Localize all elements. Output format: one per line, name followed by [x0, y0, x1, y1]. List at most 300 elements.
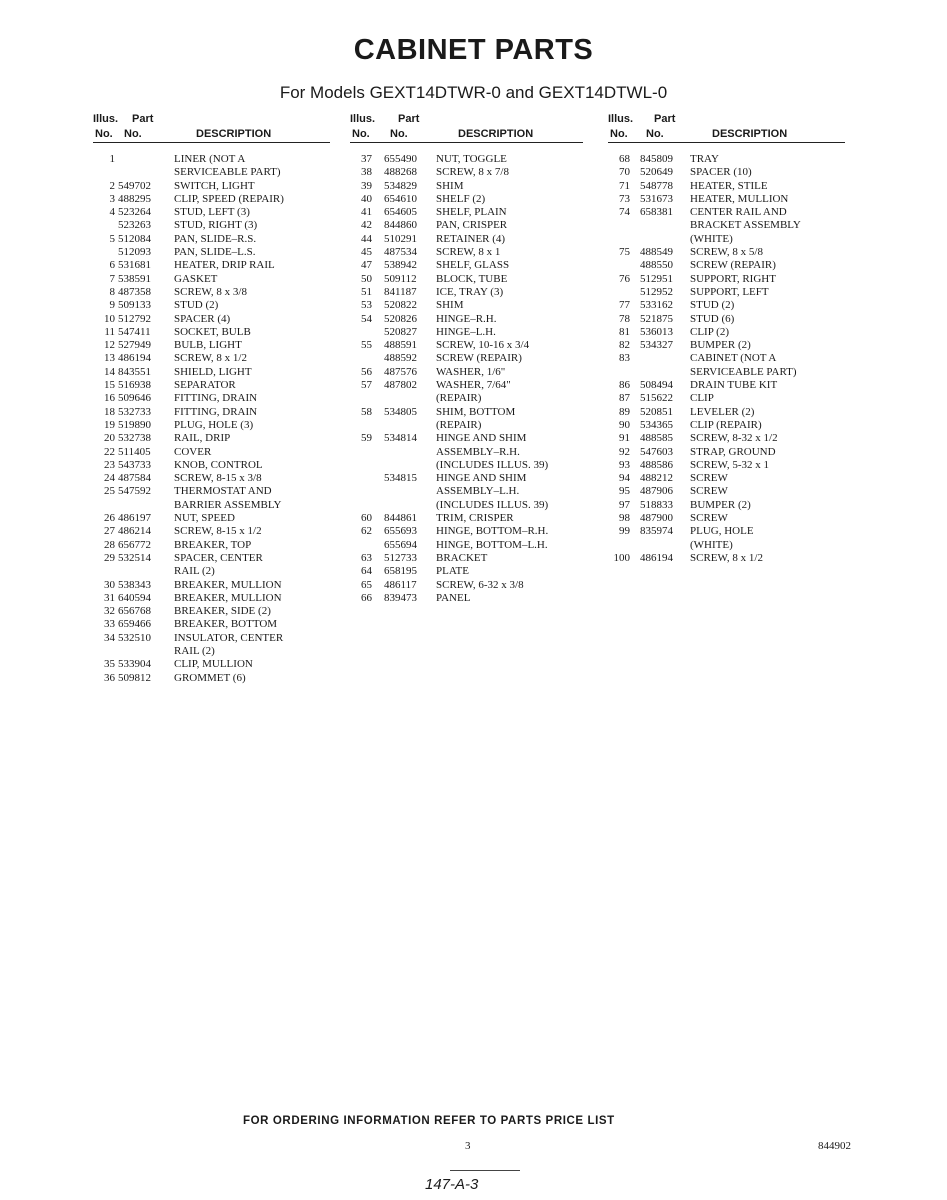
illus-number: 60 — [361, 512, 372, 525]
parts-list-row — [608, 392, 845, 405]
part-number: 548778 — [640, 179, 673, 192]
illus-number: 73 — [619, 192, 630, 205]
parts-list-row — [350, 366, 583, 379]
part-description: PAN, SLIDE–R.S. — [174, 232, 257, 245]
part-description: SEPARATOR — [174, 379, 236, 392]
part-number: 656768 — [118, 605, 151, 618]
illus-number: 75 — [619, 246, 630, 259]
part-number: 534327 — [640, 339, 673, 352]
part-description: BARRIER ASSEMBLY — [174, 498, 282, 511]
part-description: CLIP — [690, 392, 714, 405]
parts-list-row — [350, 259, 583, 272]
header-part: Part — [132, 113, 154, 125]
part-description: HINGE, BOTTOM–L.H. — [436, 538, 548, 551]
part-description: HINGE AND SHIM — [436, 472, 527, 485]
illus-number: 86 — [619, 379, 630, 392]
part-description: RAIL (2) — [174, 644, 215, 657]
parts-list-row — [350, 565, 583, 578]
header-description: DESCRIPTION — [196, 128, 272, 140]
part-number: 533162 — [640, 299, 673, 312]
part-description: RETAINER (4) — [436, 232, 506, 245]
parts-list-row — [350, 153, 583, 166]
illus-number: 55 — [361, 339, 372, 352]
illus-number: 34 — [104, 631, 115, 644]
part-number: 509646 — [118, 392, 151, 405]
parts-list-row — [93, 313, 330, 326]
parts-list-row — [93, 459, 330, 472]
header-illus: Illus. — [608, 113, 634, 125]
part-description: NUT, TOGGLE — [436, 153, 507, 165]
header-part: Part — [654, 113, 676, 125]
illus-number: 44 — [361, 232, 372, 245]
part-description: TRIM, CRISPER — [436, 512, 514, 525]
header-illus-no: No. — [610, 128, 628, 140]
parts-list-row — [350, 326, 583, 339]
part-number: 534805 — [384, 405, 417, 418]
parts-list-row — [93, 233, 330, 246]
part-number: 509112 — [384, 272, 417, 285]
part-description: FITTING, DRAIN — [174, 405, 258, 418]
illus-number: 9 — [109, 299, 115, 312]
parts-list-row — [608, 180, 845, 193]
part-number: 508494 — [640, 379, 673, 392]
illus-number: 98 — [619, 512, 630, 525]
parts-list-row — [93, 525, 330, 538]
parts-list-row — [608, 286, 845, 299]
illus-number: 89 — [619, 405, 630, 418]
illus-number: 74 — [619, 206, 630, 219]
parts-list-row — [608, 525, 845, 538]
parts-list-row — [93, 366, 330, 379]
part-description: (REPAIR) — [436, 418, 482, 431]
part-number: 486117 — [384, 578, 417, 591]
illus-number: 87 — [619, 392, 630, 405]
part-number: 488295 — [118, 192, 151, 205]
illus-number: 76 — [619, 272, 630, 285]
part-description: BRACKET — [436, 551, 488, 564]
parts-list-row — [93, 605, 330, 618]
illus-number: 70 — [619, 166, 630, 179]
parts-list-row — [608, 499, 845, 512]
illus-number: 22 — [104, 445, 115, 458]
part-description: WASHER, 7/64" — [436, 379, 511, 392]
illus-number: 53 — [361, 299, 372, 312]
part-description: SCREW, 8 x 3/8 — [174, 285, 247, 298]
parts-list-row — [608, 432, 845, 445]
illus-number: 28 — [104, 538, 115, 551]
illus-number: 4 — [109, 206, 115, 219]
parts-list-row — [93, 206, 330, 219]
parts-list-row — [608, 219, 845, 232]
part-description: STRAP, GROUND — [690, 445, 776, 458]
parts-list-row — [350, 432, 583, 445]
illus-number: 91 — [619, 432, 630, 445]
illus-number: 93 — [619, 458, 630, 471]
part-description: SCREW, 8 x 1/2 — [174, 352, 247, 365]
part-number: 509812 — [118, 671, 151, 684]
part-description: CENTER RAIL AND — [690, 206, 787, 219]
parts-list-row — [350, 339, 583, 352]
part-number: 654610 — [384, 192, 417, 205]
illus-number: 16 — [104, 392, 115, 405]
illus-number: 57 — [361, 379, 372, 392]
part-number: 547411 — [118, 325, 151, 338]
parts-list-row — [608, 246, 845, 259]
part-description: RAIL (2) — [174, 565, 215, 578]
illus-number: 50 — [361, 272, 372, 285]
parts-list-row — [93, 406, 330, 419]
part-description: SCREW (REPAIR) — [690, 259, 776, 272]
illus-number: 3 — [109, 192, 115, 205]
part-description: HINGE, BOTTOM–R.H. — [436, 525, 549, 538]
part-number: 532514 — [118, 551, 151, 564]
header-illus: Illus. — [350, 113, 376, 125]
part-description: (REPAIR) — [436, 392, 482, 405]
parts-list-row — [608, 166, 845, 179]
part-description: (WHITE) — [690, 538, 733, 551]
part-description: SCREW, 8 x 7/8 — [436, 166, 509, 179]
part-number: 547603 — [640, 445, 673, 458]
part-number: 487900 — [640, 512, 673, 525]
part-number: 536013 — [640, 325, 673, 338]
part-number: 486194 — [118, 352, 151, 365]
part-description: CLIP (REPAIR) — [690, 418, 762, 431]
illus-number: 24 — [104, 472, 115, 485]
parts-column-2 — [350, 109, 583, 605]
part-description: HEATER, DRIP RAIL — [174, 259, 275, 272]
part-description: BRACKET ASSEMBLY — [690, 219, 801, 232]
part-description: PLUG, HOLE — [690, 525, 754, 538]
parts-list-row — [350, 579, 583, 592]
part-description: STUD, LEFT (3) — [174, 206, 250, 219]
part-number: 655694 — [384, 538, 417, 551]
part-description: SCREW (REPAIR) — [436, 352, 522, 365]
part-description: ASSEMBLY–L.H. — [436, 485, 520, 498]
illus-number: 10 — [104, 312, 115, 325]
illus-number: 20 — [104, 432, 115, 445]
illus-number: 19 — [104, 418, 115, 431]
part-number: 531673 — [640, 192, 673, 205]
part-number: 516938 — [118, 379, 151, 392]
part-number: 487576 — [384, 365, 417, 378]
part-description: SCREW, 10-16 x 3/4 — [436, 339, 530, 352]
part-number: 488586 — [640, 458, 673, 471]
part-description: HINGE–L.H. — [436, 325, 496, 338]
illus-number: 32 — [104, 605, 115, 618]
column-header — [93, 109, 330, 143]
illus-number: 36 — [104, 671, 115, 684]
part-number: 655490 — [384, 153, 417, 165]
part-number: 488268 — [384, 166, 417, 179]
parts-list-row — [93, 472, 330, 485]
illus-number: 78 — [619, 312, 630, 325]
illus-number: 62 — [361, 525, 372, 538]
illus-number: 5 — [109, 232, 115, 245]
part-description: BREAKER, SIDE (2) — [174, 605, 271, 618]
part-description: PAN, SLIDE–L.S. — [174, 246, 256, 259]
illus-number: 23 — [104, 458, 115, 471]
part-number: 531681 — [118, 259, 151, 272]
part-description: BUMPER (2) — [690, 498, 751, 511]
part-description: SERVICEABLE PART) — [174, 166, 281, 179]
parts-list-row — [93, 419, 330, 432]
illus-number: 54 — [361, 312, 372, 325]
illus-number: 58 — [361, 405, 372, 418]
part-description: BLOCK, TUBE — [436, 272, 508, 285]
part-number: 547592 — [118, 485, 151, 498]
part-number: 534365 — [640, 418, 673, 431]
parts-list-row — [350, 313, 583, 326]
part-number: 534814 — [384, 432, 417, 445]
parts-list-row — [608, 313, 845, 326]
part-description: BREAKER, MULLION — [174, 578, 282, 591]
parts-list-row — [350, 273, 583, 286]
part-number: 487358 — [118, 285, 151, 298]
part-description: CLIP, SPEED (REPAIR) — [174, 192, 284, 205]
parts-list-row — [608, 352, 845, 365]
illus-number: 39 — [361, 179, 372, 192]
parts-list-row — [93, 552, 330, 565]
part-number: 841187 — [384, 285, 417, 298]
illus-number: 1 — [109, 153, 115, 165]
part-number: 538942 — [384, 259, 417, 272]
parts-list-row — [93, 299, 330, 312]
part-description: TRAY — [690, 153, 719, 165]
illus-number: 68 — [619, 153, 630, 165]
parts-list-row — [93, 632, 330, 645]
parts-list-row — [93, 645, 330, 658]
illus-number: 42 — [361, 219, 372, 232]
parts-column-3 — [608, 109, 845, 565]
part-number: 520826 — [384, 312, 417, 325]
parts-list-row — [350, 592, 583, 605]
parts-list-row — [608, 485, 845, 498]
part-number: 521875 — [640, 312, 673, 325]
parts-list-row — [350, 206, 583, 219]
part-description: SUPPORT, RIGHT — [690, 272, 776, 285]
parts-list-row — [350, 406, 583, 419]
parts-list-row — [93, 658, 330, 671]
part-description: SHIM — [436, 179, 464, 192]
part-number: 532733 — [118, 405, 151, 418]
parts-list-row — [350, 299, 583, 312]
parts-list-row — [93, 446, 330, 459]
part-number: 512792 — [118, 312, 151, 325]
part-description: SHIELD, LIGHT — [174, 365, 252, 378]
illus-number: 6 — [109, 259, 115, 272]
illus-number: 59 — [361, 432, 372, 445]
page-number: 3 — [465, 1140, 471, 1152]
part-description: INSULATOR, CENTER — [174, 631, 284, 644]
parts-list-row — [350, 392, 583, 405]
illus-number: 77 — [619, 299, 630, 312]
part-description: ICE, TRAY (3) — [436, 285, 504, 298]
part-number: 520649 — [640, 166, 673, 179]
part-description: SERVICEABLE PART) — [690, 365, 797, 378]
page-subtitle: For Models GEXT14DTWR-0 and GEXT14DTWL-0 — [279, 83, 668, 102]
part-description: SUPPORT, LEFT — [690, 285, 769, 298]
illus-number: 33 — [104, 618, 115, 631]
header-part: Part — [398, 113, 420, 125]
part-description: (INCLUDES ILLUS. 39) — [436, 458, 549, 471]
illus-number: 64 — [361, 565, 372, 578]
illus-number: 100 — [613, 551, 630, 564]
header-illus: Illus. — [93, 113, 119, 125]
parts-list-row — [350, 233, 583, 246]
parts-list-row — [608, 366, 845, 379]
part-number: 520851 — [640, 405, 673, 418]
illus-number: 11 — [104, 325, 115, 338]
part-description: CABINET (NOT A — [690, 352, 777, 365]
part-number: 487906 — [640, 485, 673, 498]
part-number: 487802 — [384, 379, 417, 392]
illus-number: 66 — [361, 591, 372, 604]
illus-number: 8 — [109, 285, 115, 298]
parts-list-row — [93, 259, 330, 272]
parts-list-row — [608, 539, 845, 552]
parts-list-row — [93, 392, 330, 405]
illus-number: 31 — [104, 591, 115, 604]
ordering-info-footer: FOR ORDERING INFORMATION REFER TO PARTS PRICE LIST — [243, 1115, 615, 1127]
part-description: KNOB, CONTROL — [174, 458, 263, 471]
column-header — [608, 109, 845, 143]
parts-list-row — [350, 512, 583, 525]
part-number: 515622 — [640, 392, 673, 405]
part-number: 520827 — [384, 325, 417, 338]
part-number: 512093 — [118, 246, 151, 259]
part-description: (INCLUDES ILLUS. 39) — [436, 498, 549, 511]
part-description: PLUG, HOLE (3) — [174, 418, 254, 431]
part-description: SCREW, 8-15 x 3/8 — [174, 472, 262, 485]
parts-list-row — [350, 379, 583, 392]
parts-list-row — [93, 379, 330, 392]
part-number: 658381 — [640, 206, 673, 219]
part-description: SHIM — [436, 299, 464, 312]
parts-list-row — [608, 339, 845, 352]
part-number: 835974 — [640, 525, 673, 538]
part-number: 534829 — [384, 179, 417, 192]
part-description: SCREW — [690, 512, 728, 525]
part-number: 519890 — [118, 418, 151, 431]
illus-number: 30 — [104, 578, 115, 591]
parts-list-row — [93, 339, 330, 352]
part-number: 488212 — [640, 472, 673, 485]
part-description: ASSEMBLY–R.H. — [436, 445, 520, 458]
part-number: 839473 — [384, 591, 417, 604]
part-number: 488591 — [384, 339, 417, 352]
illus-number: 92 — [619, 445, 630, 458]
illus-number: 35 — [104, 658, 115, 671]
part-description: HINGE AND SHIM — [436, 432, 527, 445]
illus-number: 12 — [104, 339, 115, 352]
part-number: 654605 — [384, 206, 417, 219]
parts-list-row — [350, 193, 583, 206]
part-description: STUD (2) — [690, 299, 735, 312]
illus-number: 26 — [104, 512, 115, 525]
parts-list-row — [608, 206, 845, 219]
part-number: 549702 — [118, 179, 151, 192]
part-description: SCREW, 8 x 1/2 — [690, 551, 763, 564]
part-number: 509133 — [118, 299, 151, 312]
parts-list-row — [608, 193, 845, 206]
parts-list-row — [93, 672, 330, 685]
part-description: PLATE — [436, 565, 469, 578]
part-description: SHELF, GLASS — [436, 259, 510, 272]
illus-number: 47 — [361, 259, 372, 272]
part-description: THERMOSTAT AND — [174, 485, 272, 498]
illus-number: 71 — [619, 179, 630, 192]
parts-list-row — [350, 459, 583, 472]
parts-list-row — [350, 286, 583, 299]
parts-list-row — [608, 233, 845, 246]
parts-column-1 — [93, 109, 330, 685]
illus-number: 65 — [361, 578, 372, 591]
part-description: SCREW, 8 x 5/8 — [690, 246, 763, 259]
parts-list-row — [350, 539, 583, 552]
part-number: 659466 — [118, 618, 151, 631]
parts-list-row — [350, 219, 583, 232]
part-number: 510291 — [384, 232, 417, 245]
part-description: SPACER (10) — [690, 166, 752, 179]
part-description: BREAKER, TOP — [174, 538, 252, 551]
part-number: 655693 — [384, 525, 417, 538]
part-number: 512733 — [384, 551, 417, 564]
parts-list-row — [350, 525, 583, 538]
parts-list-row — [608, 259, 845, 272]
part-number: 520822 — [384, 299, 417, 312]
part-number: 518833 — [640, 498, 673, 511]
illus-number: 13 — [104, 352, 115, 365]
illus-number: 25 — [104, 485, 115, 498]
part-number: 532510 — [118, 631, 151, 644]
parts-list-row — [93, 286, 330, 299]
header-part-no: No. — [646, 128, 664, 140]
illus-number: 37 — [361, 153, 372, 165]
parts-list-row — [350, 472, 583, 485]
part-description: (WHITE) — [690, 232, 733, 245]
part-description: HEATER, MULLION — [690, 192, 789, 205]
illus-number: 29 — [104, 551, 115, 564]
part-number: 523263 — [118, 219, 151, 232]
part-number: 486197 — [118, 512, 151, 525]
parts-list-row — [93, 432, 330, 445]
part-number: 511405 — [118, 445, 151, 458]
part-description: SCREW, 8-32 x 1/2 — [690, 432, 778, 445]
parts-list-row — [93, 166, 330, 179]
parts-list-row — [93, 618, 330, 631]
parts-list-row — [608, 273, 845, 286]
part-description: BUMPER (2) — [690, 339, 751, 352]
part-description: SHELF, PLAIN — [436, 206, 507, 219]
illus-number: 90 — [619, 418, 630, 431]
part-description: HINGE–R.H. — [436, 312, 497, 325]
parts-list-row — [93, 153, 330, 166]
part-description: SPACER, CENTER — [174, 551, 263, 564]
illus-number: 14 — [104, 365, 115, 378]
illus-number: 27 — [104, 525, 115, 538]
parts-list-row — [93, 219, 330, 232]
parts-list-row — [93, 512, 330, 525]
part-description: NUT, SPEED — [174, 512, 235, 525]
part-description: LINER (NOT A — [174, 153, 246, 165]
part-number: 538591 — [118, 272, 151, 285]
part-description: STUD (6) — [690, 312, 735, 325]
illus-number: 38 — [361, 166, 372, 179]
parts-list-row — [93, 326, 330, 339]
part-description: FITTING, DRAIN — [174, 392, 258, 405]
part-description: PANEL — [436, 591, 471, 604]
page-title: CABINET PARTS — [353, 34, 594, 66]
